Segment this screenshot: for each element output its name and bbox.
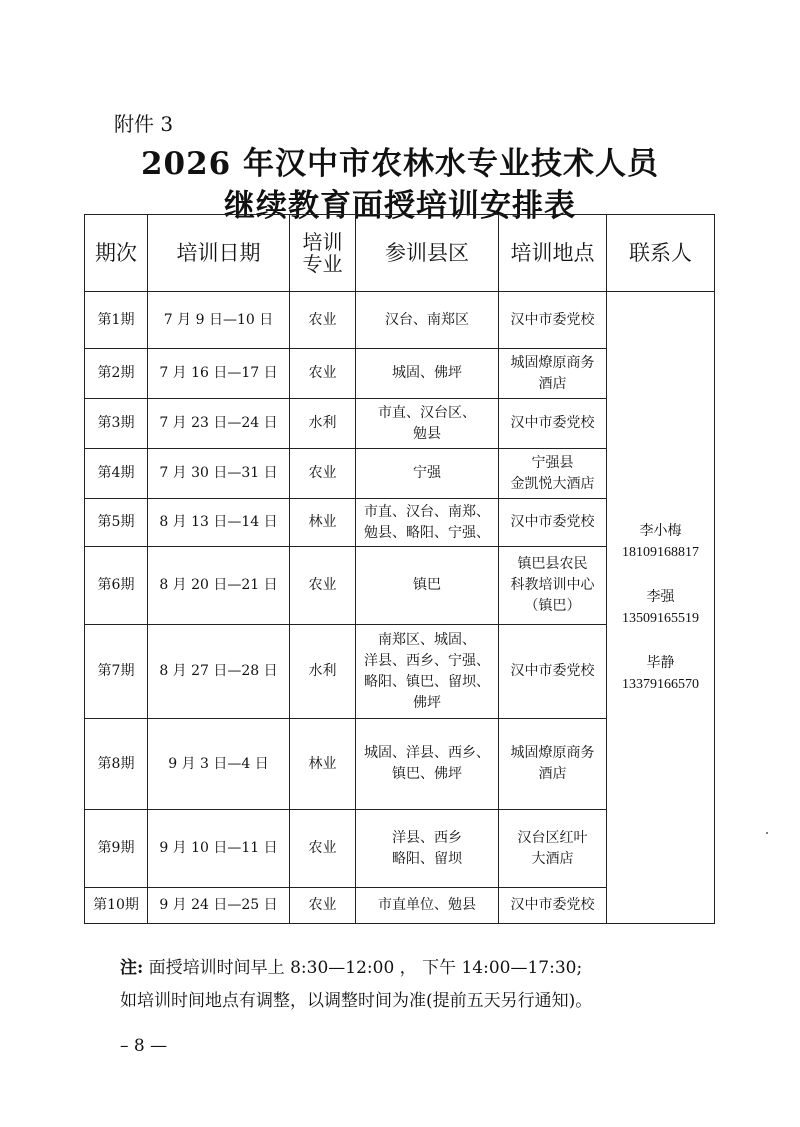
location-line: （镇巴） — [524, 598, 581, 614]
specialty-text: 水利 — [308, 415, 337, 431]
table-header-row — [85, 215, 715, 292]
contact-name: 毕静 — [646, 655, 675, 671]
period-text: 第2期 — [97, 365, 135, 381]
cell-location — [499, 547, 607, 625]
specialty-text: 农业 — [308, 465, 337, 481]
location-line: 汉中市委党校 — [510, 897, 595, 913]
cell-counties — [356, 292, 499, 349]
period-text: 第7期 — [97, 663, 135, 679]
training-schedule-table — [84, 214, 715, 924]
note-label: 注: — [120, 958, 144, 978]
location-line: 金凯悦大酒店 — [510, 475, 595, 492]
cell-specialty — [290, 499, 356, 547]
location-line: 酒店 — [538, 375, 567, 392]
cell-location — [499, 888, 607, 924]
counties-line: 城固、洋县、西乡、 — [364, 745, 490, 761]
cell-counties — [356, 719, 499, 810]
header-date: 培训日期 — [148, 215, 290, 292]
contact-name: 李小梅 — [639, 523, 682, 539]
cell-date — [148, 449, 290, 499]
contact-phone: 13509165519 — [622, 610, 699, 626]
cell-location — [499, 499, 607, 547]
period-text: 第3期 — [97, 415, 135, 431]
cell-specialty — [290, 625, 356, 719]
counties-line: 勉县、略阳、宁强、 — [364, 524, 490, 541]
specialty-text: 农业 — [308, 897, 337, 913]
location-line: 镇巴县农民 — [517, 556, 588, 572]
contact-spacer — [609, 563, 712, 587]
note-text-line1: 面授培训时间早上 8:30—12:00 ， 下午 14:00—17:30; — [143, 958, 583, 978]
period-text: 第9期 — [97, 840, 135, 856]
cell-specialty — [290, 349, 356, 399]
location-line: 城固燎原商务 — [510, 354, 595, 371]
cell-specialty — [290, 449, 356, 499]
date-text: 9 月 24 日—25 日 — [159, 897, 278, 913]
cell-period — [85, 292, 148, 349]
cell-specialty — [290, 547, 356, 625]
counties-line: 南郑区、城固、 — [378, 631, 476, 648]
cell-counties — [356, 449, 499, 499]
cell-date — [148, 349, 290, 399]
cell-specialty — [290, 292, 356, 349]
contact-name: 李强 — [646, 589, 675, 605]
contact-phone: 18109168817 — [622, 544, 699, 560]
counties-line: 宁强 — [413, 465, 441, 481]
location-line: 汉中市委党校 — [510, 415, 595, 431]
period-text: 第1期 — [97, 311, 135, 328]
page-number: – 8 — — [120, 1036, 168, 1056]
cell-date — [148, 625, 290, 719]
location-line: 酒店 — [538, 766, 567, 782]
cell-date — [148, 810, 290, 888]
note-line1 — [120, 953, 582, 978]
cell-date — [148, 888, 290, 924]
location-line: 宁强县 — [531, 454, 574, 471]
date-text: 7 月 23 日—24 日 — [159, 415, 278, 431]
note-line2: 如培训时间地点有调整，以调整时间为准(提前五天另行通知)。 — [120, 991, 593, 1011]
cell-date — [148, 719, 290, 810]
specialty-text: 农业 — [308, 577, 337, 593]
header-counties: 参训县区 — [356, 215, 499, 292]
cell-period — [85, 449, 148, 499]
cell-location — [499, 719, 607, 810]
cell-specialty — [290, 888, 356, 924]
cell-contacts — [607, 292, 715, 924]
date-text: 7 月 30 日—31 日 — [159, 465, 278, 481]
table-row — [85, 292, 715, 349]
date-text: 7 月 9 日—10 日 — [163, 311, 274, 328]
period-text: 第6期 — [97, 577, 135, 593]
counties-line: 佛坪 — [413, 694, 441, 711]
counties-line: 略阳、留坝 — [392, 850, 462, 867]
date-text: 9 月 3 日—4 日 — [168, 755, 269, 772]
cell-counties — [356, 349, 499, 399]
specialty-text: 林业 — [308, 755, 337, 772]
counties-line: 镇巴 — [413, 577, 441, 593]
period-text: 第8期 — [97, 755, 135, 772]
counties-line: 镇巴、佛坪 — [392, 766, 462, 782]
specialty-text: 农业 — [308, 840, 337, 856]
cell-counties — [356, 810, 499, 888]
location-line: 汉中市委党校 — [510, 663, 595, 679]
counties-line: 汉台、南郑区 — [385, 311, 469, 328]
cell-counties — [356, 547, 499, 625]
cell-date — [148, 292, 290, 349]
specialty-text: 林业 — [308, 514, 337, 530]
period-text: 第4期 — [97, 465, 135, 481]
cell-specialty — [290, 810, 356, 888]
cell-period — [85, 499, 148, 547]
cell-specialty — [290, 719, 356, 810]
cell-period — [85, 349, 148, 399]
cell-location — [499, 292, 607, 349]
location-line: 科教培训中心 — [510, 577, 595, 593]
cell-counties — [356, 625, 499, 719]
date-text: 8 月 27 日—28 日 — [159, 663, 278, 679]
specialty-text: 农业 — [308, 365, 337, 381]
counties-line: 市直单位、勉县 — [378, 897, 476, 913]
cell-counties — [356, 399, 499, 449]
cell-counties — [356, 888, 499, 924]
counties-line: 市直、汉台、南郑、 — [364, 503, 490, 520]
cell-location — [499, 349, 607, 399]
cell-date — [148, 547, 290, 625]
header-specialty-line1: 培训 — [302, 230, 343, 254]
period-text: 第10期 — [93, 897, 139, 913]
location-line: 汉中市委党校 — [510, 311, 595, 328]
cell-counties — [356, 499, 499, 547]
cell-location — [499, 810, 607, 888]
cell-period — [85, 399, 148, 449]
counties-line: 市直、汉台区、 — [378, 404, 476, 421]
specialty-text: 农业 — [308, 311, 337, 328]
page-title-line1: 2026 年汉中市农林水专业技术人员 — [140, 146, 660, 182]
header-specialty-line2: 专业 — [302, 252, 343, 276]
counties-line: 略阳、镇巴、留坝、 — [364, 673, 490, 690]
page-title-line2: 继续教育面授培训安排表 — [224, 188, 576, 224]
header-specialty — [290, 215, 356, 292]
cell-date — [148, 399, 290, 449]
cell-period — [85, 547, 148, 625]
period-text: 第5期 — [97, 514, 135, 530]
cell-location — [499, 449, 607, 499]
date-text: 7 月 16 日—17 日 — [159, 365, 278, 381]
date-text: 9 月 10 日—11 日 — [159, 840, 278, 856]
header-contact: 联系人 — [607, 215, 715, 292]
contact-phone: 13379166570 — [622, 676, 699, 692]
counties-line: 洋县、西乡、宁强、 — [364, 652, 490, 669]
date-text: 8 月 13 日—14 日 — [159, 514, 278, 530]
counties-line: 勉县 — [413, 425, 441, 442]
scan-speck — [766, 832, 768, 834]
date-text: 8 月 20 日—21 日 — [159, 577, 278, 593]
header-period: 期次 — [85, 215, 148, 292]
cell-period — [85, 888, 148, 924]
cell-location — [499, 399, 607, 449]
cell-date — [148, 499, 290, 547]
cell-specialty — [290, 399, 356, 449]
counties-line: 城固、佛坪 — [392, 365, 462, 381]
location-line: 大酒店 — [531, 850, 574, 867]
cell-period — [85, 719, 148, 810]
cell-period — [85, 625, 148, 719]
attachment-label: 附件 3 — [114, 112, 174, 136]
specialty-text: 水利 — [308, 663, 337, 679]
counties-line: 洋县、西乡 — [392, 829, 462, 846]
header-location: 培训地点 — [499, 215, 607, 292]
contact-spacer — [609, 629, 712, 653]
location-line: 汉台区红叶 — [517, 829, 588, 846]
location-line: 汉中市委党校 — [510, 514, 595, 530]
cell-location — [499, 625, 607, 719]
cell-period — [85, 810, 148, 888]
location-line: 城固燎原商务 — [510, 745, 595, 761]
